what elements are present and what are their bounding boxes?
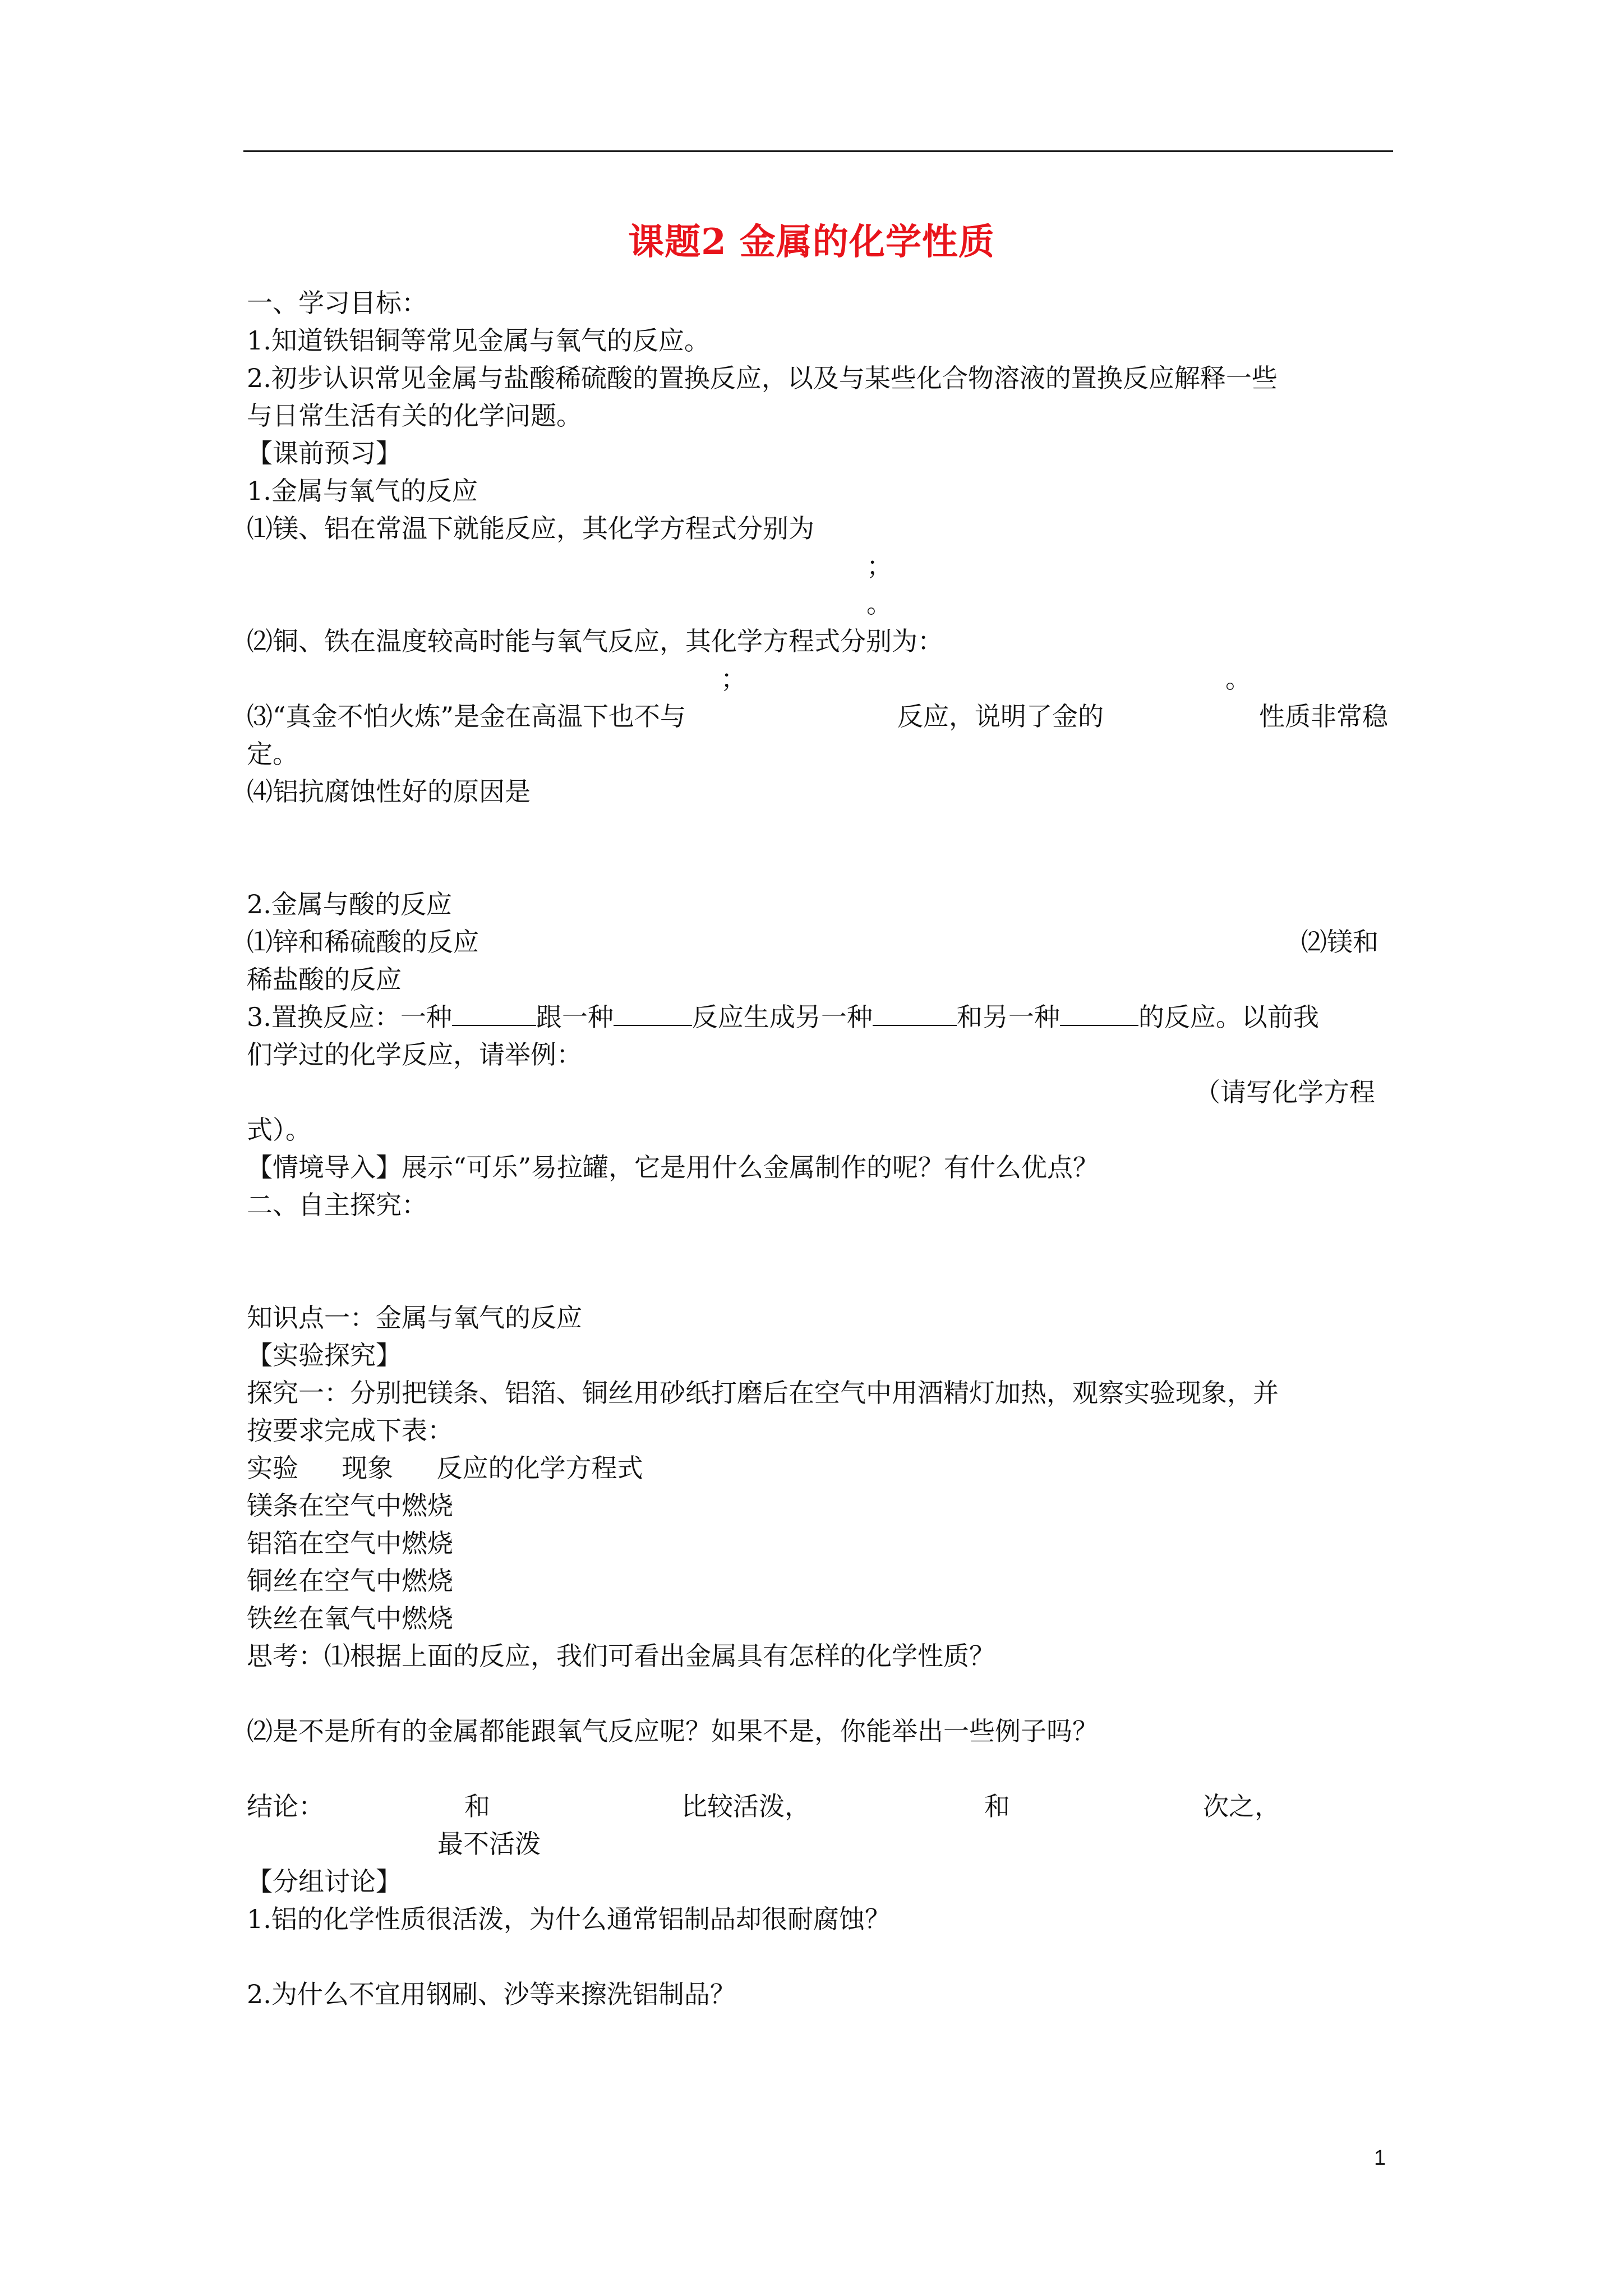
preview-item-3-line-2: 们学过的化学反应，请举例： — [247, 1039, 582, 1070]
table-row: 铜丝在空气中燃烧 — [247, 1566, 453, 1596]
objective-2-line-1: 2.初步认识常见金属与盐酸稀硫酸的置换反应，以及与某些化合物溶液的置换反应解释一些 — [247, 363, 1278, 393]
conclusion-next: 次之， — [1203, 1791, 1280, 1821]
conclusion-and-2: 和 — [984, 1791, 1010, 1821]
think-question-2: ⑵是不是所有的金属都能跟氧气反应呢？如果不是，你能举出一些例子吗？ — [247, 1716, 1098, 1746]
table-header-equation: 反应的化学方程式 — [436, 1453, 643, 1483]
knowledge-point-1: 知识点一：金属与氧气的反应 — [247, 1303, 582, 1333]
conclusion-active: 比较活泼， — [681, 1791, 810, 1821]
preview-item-3-mid-2: 反应生成另一种 — [691, 1002, 873, 1032]
conclusion-least: 最不活泼 — [437, 1829, 541, 1859]
table-header-phenomenon: 现象 — [342, 1453, 394, 1483]
objectives-heading: 一、学习目标： — [247, 288, 427, 318]
preview-item-2-2-part-b: 稀盐酸的反应 — [247, 964, 402, 995]
preview-item-3-line-4: 式）。 — [247, 1115, 311, 1145]
conclusion-and-1: 和 — [464, 1791, 490, 1821]
preview-item-2-1: ⑴锌和稀硫酸的反应 — [247, 927, 479, 957]
explore-heading: 二、自主探究： — [247, 1190, 427, 1220]
table-row: 镁条在空气中燃烧 — [247, 1490, 453, 1521]
experiment-heading: 【实验探究】 — [247, 1340, 402, 1370]
page-title: 课题2 金属的化学性质 — [628, 221, 995, 263]
fill-blank-3[interactable] — [873, 1002, 957, 1026]
preview-item-1-3-part-c: 性质非常稳 — [1259, 701, 1388, 731]
semicolon-1: ； — [866, 551, 892, 581]
fill-blank-2[interactable] — [614, 1002, 692, 1026]
group-discussion-heading: 【分组讨论】 — [247, 1866, 402, 1897]
situation-intro: 【情境导入】展示“可乐”易拉罐，它是用什么金属制作的呢？有什么优点？ — [247, 1152, 1099, 1182]
preview-item-1-2: ⑵铜、铁在温度较高时能与氧气反应，其化学方程式分别为： — [247, 626, 943, 656]
fill-blank-1[interactable] — [452, 1002, 536, 1026]
semicolon-2: ； — [721, 664, 746, 694]
preview-item-2: 2.金属与酸的反应 — [247, 889, 452, 919]
preview-item-3-line-3: （请写化学方程 — [1195, 1077, 1375, 1107]
group-question-1: 1.铝的化学性质很活泼，为什么通常铝制品却很耐腐蚀？ — [247, 1904, 891, 1934]
preview-item-3-prefix: 3.置换反应：一种 — [247, 1002, 452, 1032]
conclusion-label: 结论： — [247, 1791, 324, 1821]
experiment-1-line-1: 探究一：分别把镁条、铝箔、铜丝用砂纸打磨后在空气中用酒精灯加热，观察实验现象，并 — [247, 1378, 1279, 1408]
preview-item-3-mid-1: 跟一种 — [536, 1002, 614, 1032]
page-number: 1 — [1374, 2146, 1386, 2170]
objective-1: 1.知道铁铝铜等常见金属与氧气的反应。 — [247, 325, 710, 356]
think-question-1: 思考：⑴根据上面的反应，我们可看出金属具有怎样的化学性质？ — [247, 1641, 995, 1671]
table-row: 铁丝在氧气中燃烧 — [247, 1603, 453, 1634]
preview-item-1-4: ⑷铝抗腐蚀性好的原因是 — [247, 776, 531, 807]
preview-heading: 【课前预习】 — [247, 438, 402, 468]
period-2: 。 — [1225, 664, 1251, 694]
objective-2-line-2: 与日常生活有关的化学问题。 — [247, 401, 582, 431]
experiment-1-line-2: 按要求完成下表： — [247, 1415, 453, 1446]
preview-item-1-1: ⑴镁、铝在常温下就能反应，其化学方程式分别为 — [247, 513, 814, 544]
preview-item-1-3-part-d: 定。 — [247, 739, 298, 769]
period-1: 。 — [866, 588, 892, 619]
preview-item-1-3-part-b: 反应，说明了金的 — [897, 701, 1104, 731]
preview-item-2-2-part-a: ⑵镁和 — [1301, 927, 1378, 957]
header-rule — [243, 150, 1393, 152]
preview-item-1-3-part-a: ⑶“真金不怕火炼”是金在高温下也不与 — [247, 701, 686, 731]
table-header-experiment: 实验 — [247, 1453, 298, 1483]
group-question-2: 2.为什么不宜用钢刷、沙等来擦洗铝制品？ — [247, 1979, 736, 2009]
preview-item-3-mid-3: 和另一种 — [956, 1002, 1060, 1032]
table-header-row — [247, 1451, 643, 1485]
fill-blank-4[interactable] — [1060, 1002, 1138, 1026]
table-row: 铝箔在空气中燃烧 — [247, 1528, 453, 1558]
preview-item-1: 1.金属与氧气的反应 — [247, 476, 478, 506]
preview-item-3-suffix: 的反应。以前我 — [1138, 1002, 1319, 1032]
preview-item-3 — [247, 1000, 1319, 1034]
